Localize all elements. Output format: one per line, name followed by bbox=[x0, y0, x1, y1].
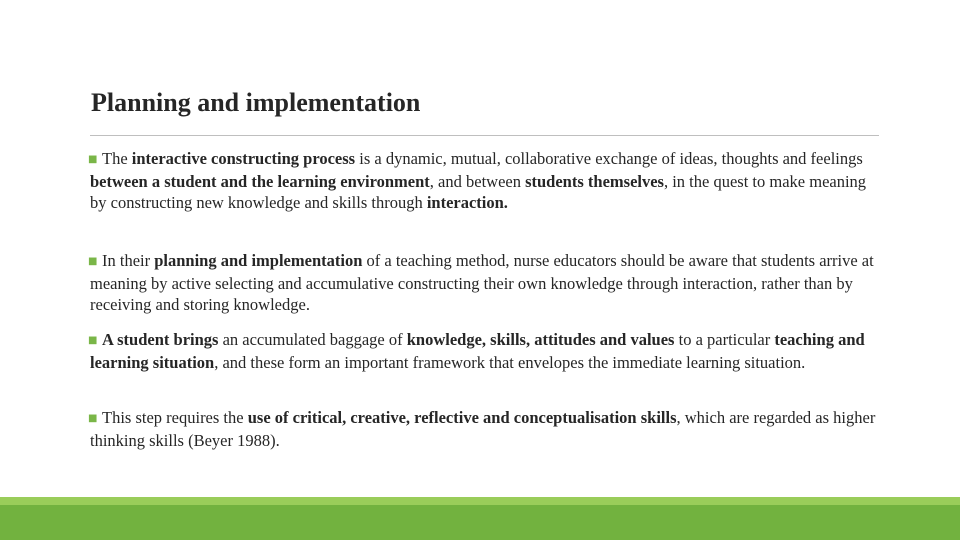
bullet-text: The bbox=[102, 149, 132, 168]
bullet-text: , and these form an important framework that envelopes the immediate learning situation. bbox=[214, 352, 806, 372]
bullet-text-bold: interactive constructing process bbox=[131, 149, 356, 168]
bullet-text: , in the quest to make meaning by constructing new knowledge and skills through bbox=[90, 171, 867, 212]
footer-band bbox=[0, 505, 960, 540]
square-bullet-icon: ■ bbox=[88, 154, 98, 165]
bullet-item bbox=[80, 250, 880, 316]
bullet-text-bold: interaction. bbox=[426, 193, 508, 212]
title-divider bbox=[90, 135, 879, 136]
bullet-text-bold: use of critical, creative, reflective and conceptualisation skills bbox=[247, 408, 677, 427]
bullet-text: is a dynamic, mutual, collaborative exchange of ideas, thoughts and feelings bbox=[355, 149, 863, 168]
bullet-text: , and between bbox=[429, 171, 526, 191]
bullet-item bbox=[80, 148, 880, 214]
square-bullet-icon: ■ bbox=[88, 256, 98, 267]
square-bullet-icon: ■ bbox=[88, 335, 98, 346]
bullet-text-bold: knowledge, skills, attitudes and values bbox=[406, 330, 675, 349]
bullet-text: of a teaching method, nurse educators should be aware that students arrive at meaning by active selecting and accumulative constructing their own knowledge through interaction, rather than by receiving and storing knowledge. bbox=[90, 251, 874, 314]
square-bullet-icon: ■ bbox=[88, 413, 98, 424]
bullet-text-bold: students themselves bbox=[525, 171, 664, 191]
bullet-item bbox=[80, 329, 880, 373]
bullet-item bbox=[80, 407, 880, 451]
bullet-text-bold: planning and implementation bbox=[154, 251, 363, 270]
bullet-text: This step requires the bbox=[102, 408, 248, 427]
bullet-text: to a particular bbox=[674, 330, 775, 349]
slide-title: Planning and implementation bbox=[91, 88, 421, 117]
bullet-text-bold: teaching and learning situation bbox=[90, 330, 865, 372]
footer-accent-stripe bbox=[0, 497, 960, 505]
bullet-text: In their bbox=[102, 251, 155, 270]
bullet-text: an accumulated baggage of bbox=[218, 330, 407, 349]
bullet-text-bold: between a student and the learning environment bbox=[90, 171, 430, 191]
bullet-text-bold: A student brings bbox=[102, 330, 219, 349]
bullet-text: , which are regarded as higher thinking skills (Beyer 1988). bbox=[90, 408, 876, 450]
